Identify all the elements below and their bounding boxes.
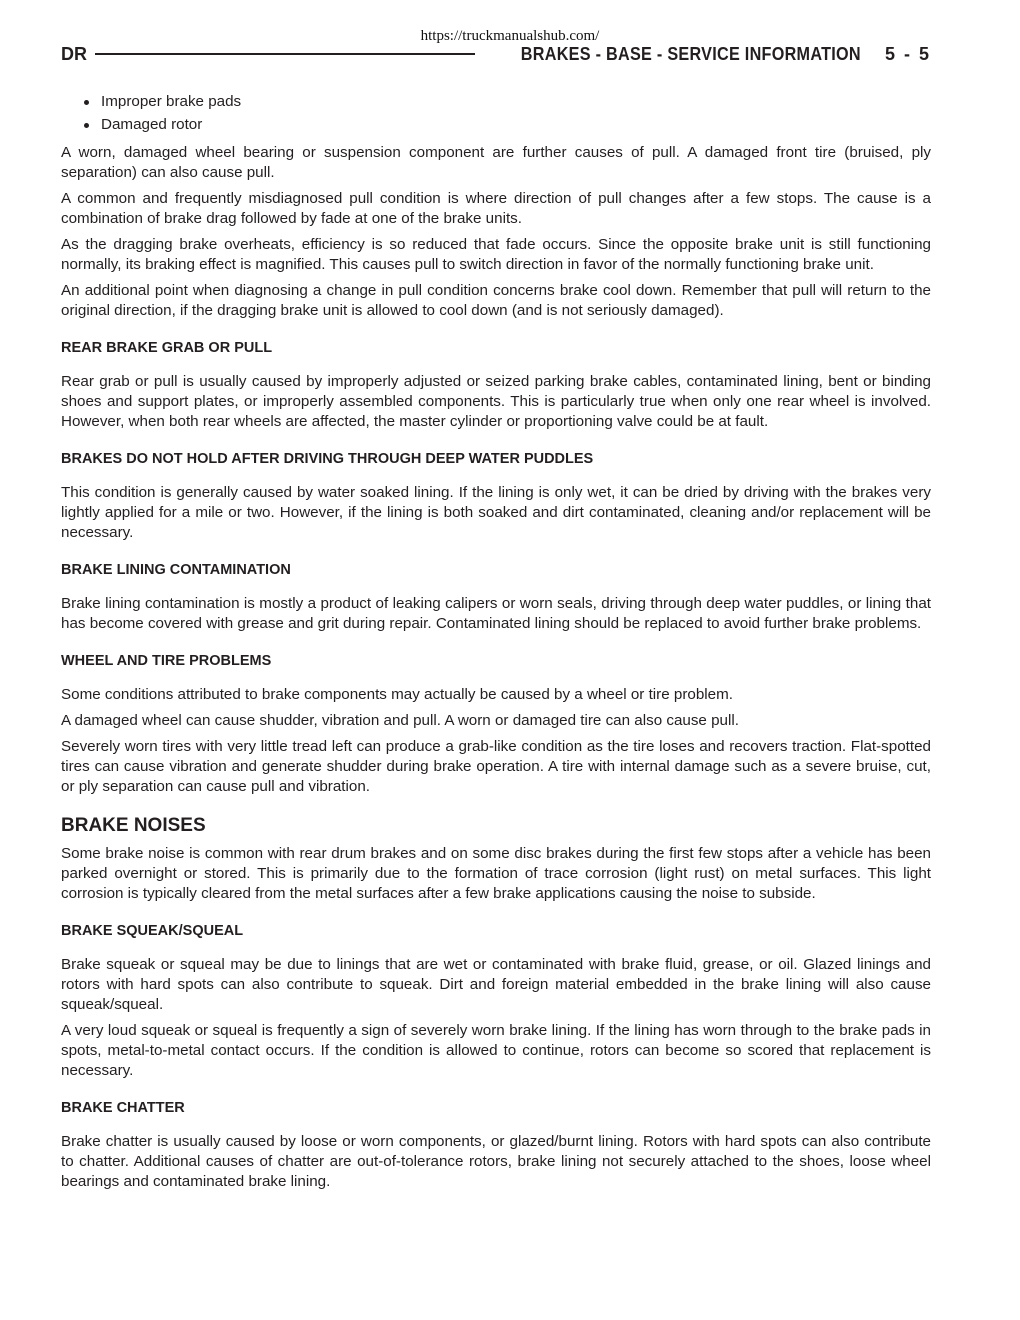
section-heading: BRAKES DO NOT HOLD AFTER DRIVING THROUGH DEEP WATER PUDDLES bbox=[61, 451, 594, 467]
page-number: 5 - 5 bbox=[884, 43, 931, 64]
section-heading: BRAKE SQUEAK/SQUEAL bbox=[61, 923, 244, 939]
paragraph: Brake chatter is usually caused by loose or worn components, or glazed/burnt lining. Rotors with hard spots can also contribute to chatter. Additional causes of chatter are out-of-tolerance rotors, brake lining not securely attached to the shoes, loose wheel bearings and contaminated brake lining. bbox=[61, 1133, 931, 1190]
paragraph: Brake squeak or squeal may be due to linings that are wet or contaminated with brake fluid, grease, or oil. Glazed linings and rotors with hard spots can also contribute to squeak. Dirt and foreign material embedded in the brake lining will also cause squeak/squeal. bbox=[61, 956, 931, 1013]
paragraph: Some brake noise is common with rear drum brakes and on some disc brakes during the first few stops after a vehicle has been parked overnight or stored. This is primarily due to the formation of trace corrosion (light rust) on metal surfaces. This light corrosion is typically cleared from the metal surfaces after a few brake applications causing the noise to subside. bbox=[61, 845, 931, 902]
paragraph: A worn, damaged wheel bearing or suspension component are further causes of pull. A damaged front tire (bruised, ply separation) can also cause pull. bbox=[61, 144, 931, 181]
page-header bbox=[61, 43, 931, 65]
section-heading: BRAKE LINING CONTAMINATION bbox=[61, 562, 291, 578]
source-url[interactable]: https://truckmanualshub.com/ bbox=[420, 28, 600, 44]
paragraph: A very loud squeak or squeal is frequently a sign of severely worn brake lining. If the lining has worn through to the brake pads in spots, metal-to-metal contact occurs. If the condition is allowed to continue, rotors can become so scored that replacement is necessary. bbox=[61, 1022, 931, 1079]
header-rule bbox=[95, 53, 475, 55]
paragraph: Some conditions attributed to brake components may actually be caused by a wheel or tire problem. bbox=[61, 686, 733, 703]
paragraph: Rear grab or pull is usually caused by improperly adjusted or seized parking brake cables, contaminated lining, bent or binding shoes and support plates, or improperly assembled components. This is particularly true when only one rear wheel is involved. However, when both rear wheels are affected, the master cylinder or proportioning valve could be at fault. bbox=[61, 373, 931, 430]
major-heading: BRAKE NOISES bbox=[61, 815, 206, 836]
bullet-icon bbox=[84, 100, 89, 105]
section-heading: BRAKE CHATTER bbox=[61, 1100, 185, 1116]
list-item: Improper brake pads bbox=[61, 92, 931, 112]
list-item: Damaged rotor bbox=[61, 115, 931, 135]
page-body bbox=[61, 92, 931, 1198]
paragraph: Brake lining contamination is mostly a product of leaking calipers or worn seals, driving through deep water puddles, or lining that has become covered with grease and grit during repair. Contaminated lining should be replaced to avoid further brake problems. bbox=[61, 595, 931, 632]
bullet-icon bbox=[84, 123, 89, 128]
paragraph: A damaged wheel can cause shudder, vibration and pull. A worn or damaged tire can also cause pull. bbox=[61, 712, 739, 729]
model-code: DR bbox=[61, 43, 87, 64]
paragraph: As the dragging brake overheats, efficiency is so reduced that fade occurs. Since the opposite brake unit is still functioning normally, its braking effect is magnified. This causes pull to switch direction in favor of the normally functioning brake unit. bbox=[61, 236, 931, 273]
paragraph: This condition is generally caused by water soaked lining. If the lining is only wet, it can be dried by driving with the brakes very lightly applied for a mile or two. However, if the lining is both soaked and dirt contaminated, cleaning and/or replacement will be necessary. bbox=[61, 484, 931, 541]
paragraph: A common and frequently misdiagnosed pull condition is where direction of pull changes after a few stops. The cause is a combination of brake drag followed by fade at one of the brake units. bbox=[61, 190, 931, 227]
paragraph: An additional point when diagnosing a change in pull condition concerns brake cool down. Remember that pull will return to the original direction, if the dragging brake unit is allowed to cool down (and is not seriously damaged). bbox=[61, 282, 931, 319]
section-title: BRAKES - BASE - SERVICE INFORMATION bbox=[520, 43, 861, 64]
bullet-list bbox=[61, 92, 931, 135]
section-heading: WHEEL AND TIRE PROBLEMS bbox=[61, 653, 272, 669]
paragraph: Severely worn tires with very little tread left can produce a grab-like condition as the tire loses and recovers traction. Flat-spotted tires can cause vibration and generate shudder during brake operation. A tire with internal damage such as a severe bruise, cut, or ply separation can cause pull and vibration. bbox=[61, 738, 931, 795]
section-heading: REAR BRAKE GRAB OR PULL bbox=[61, 340, 273, 356]
